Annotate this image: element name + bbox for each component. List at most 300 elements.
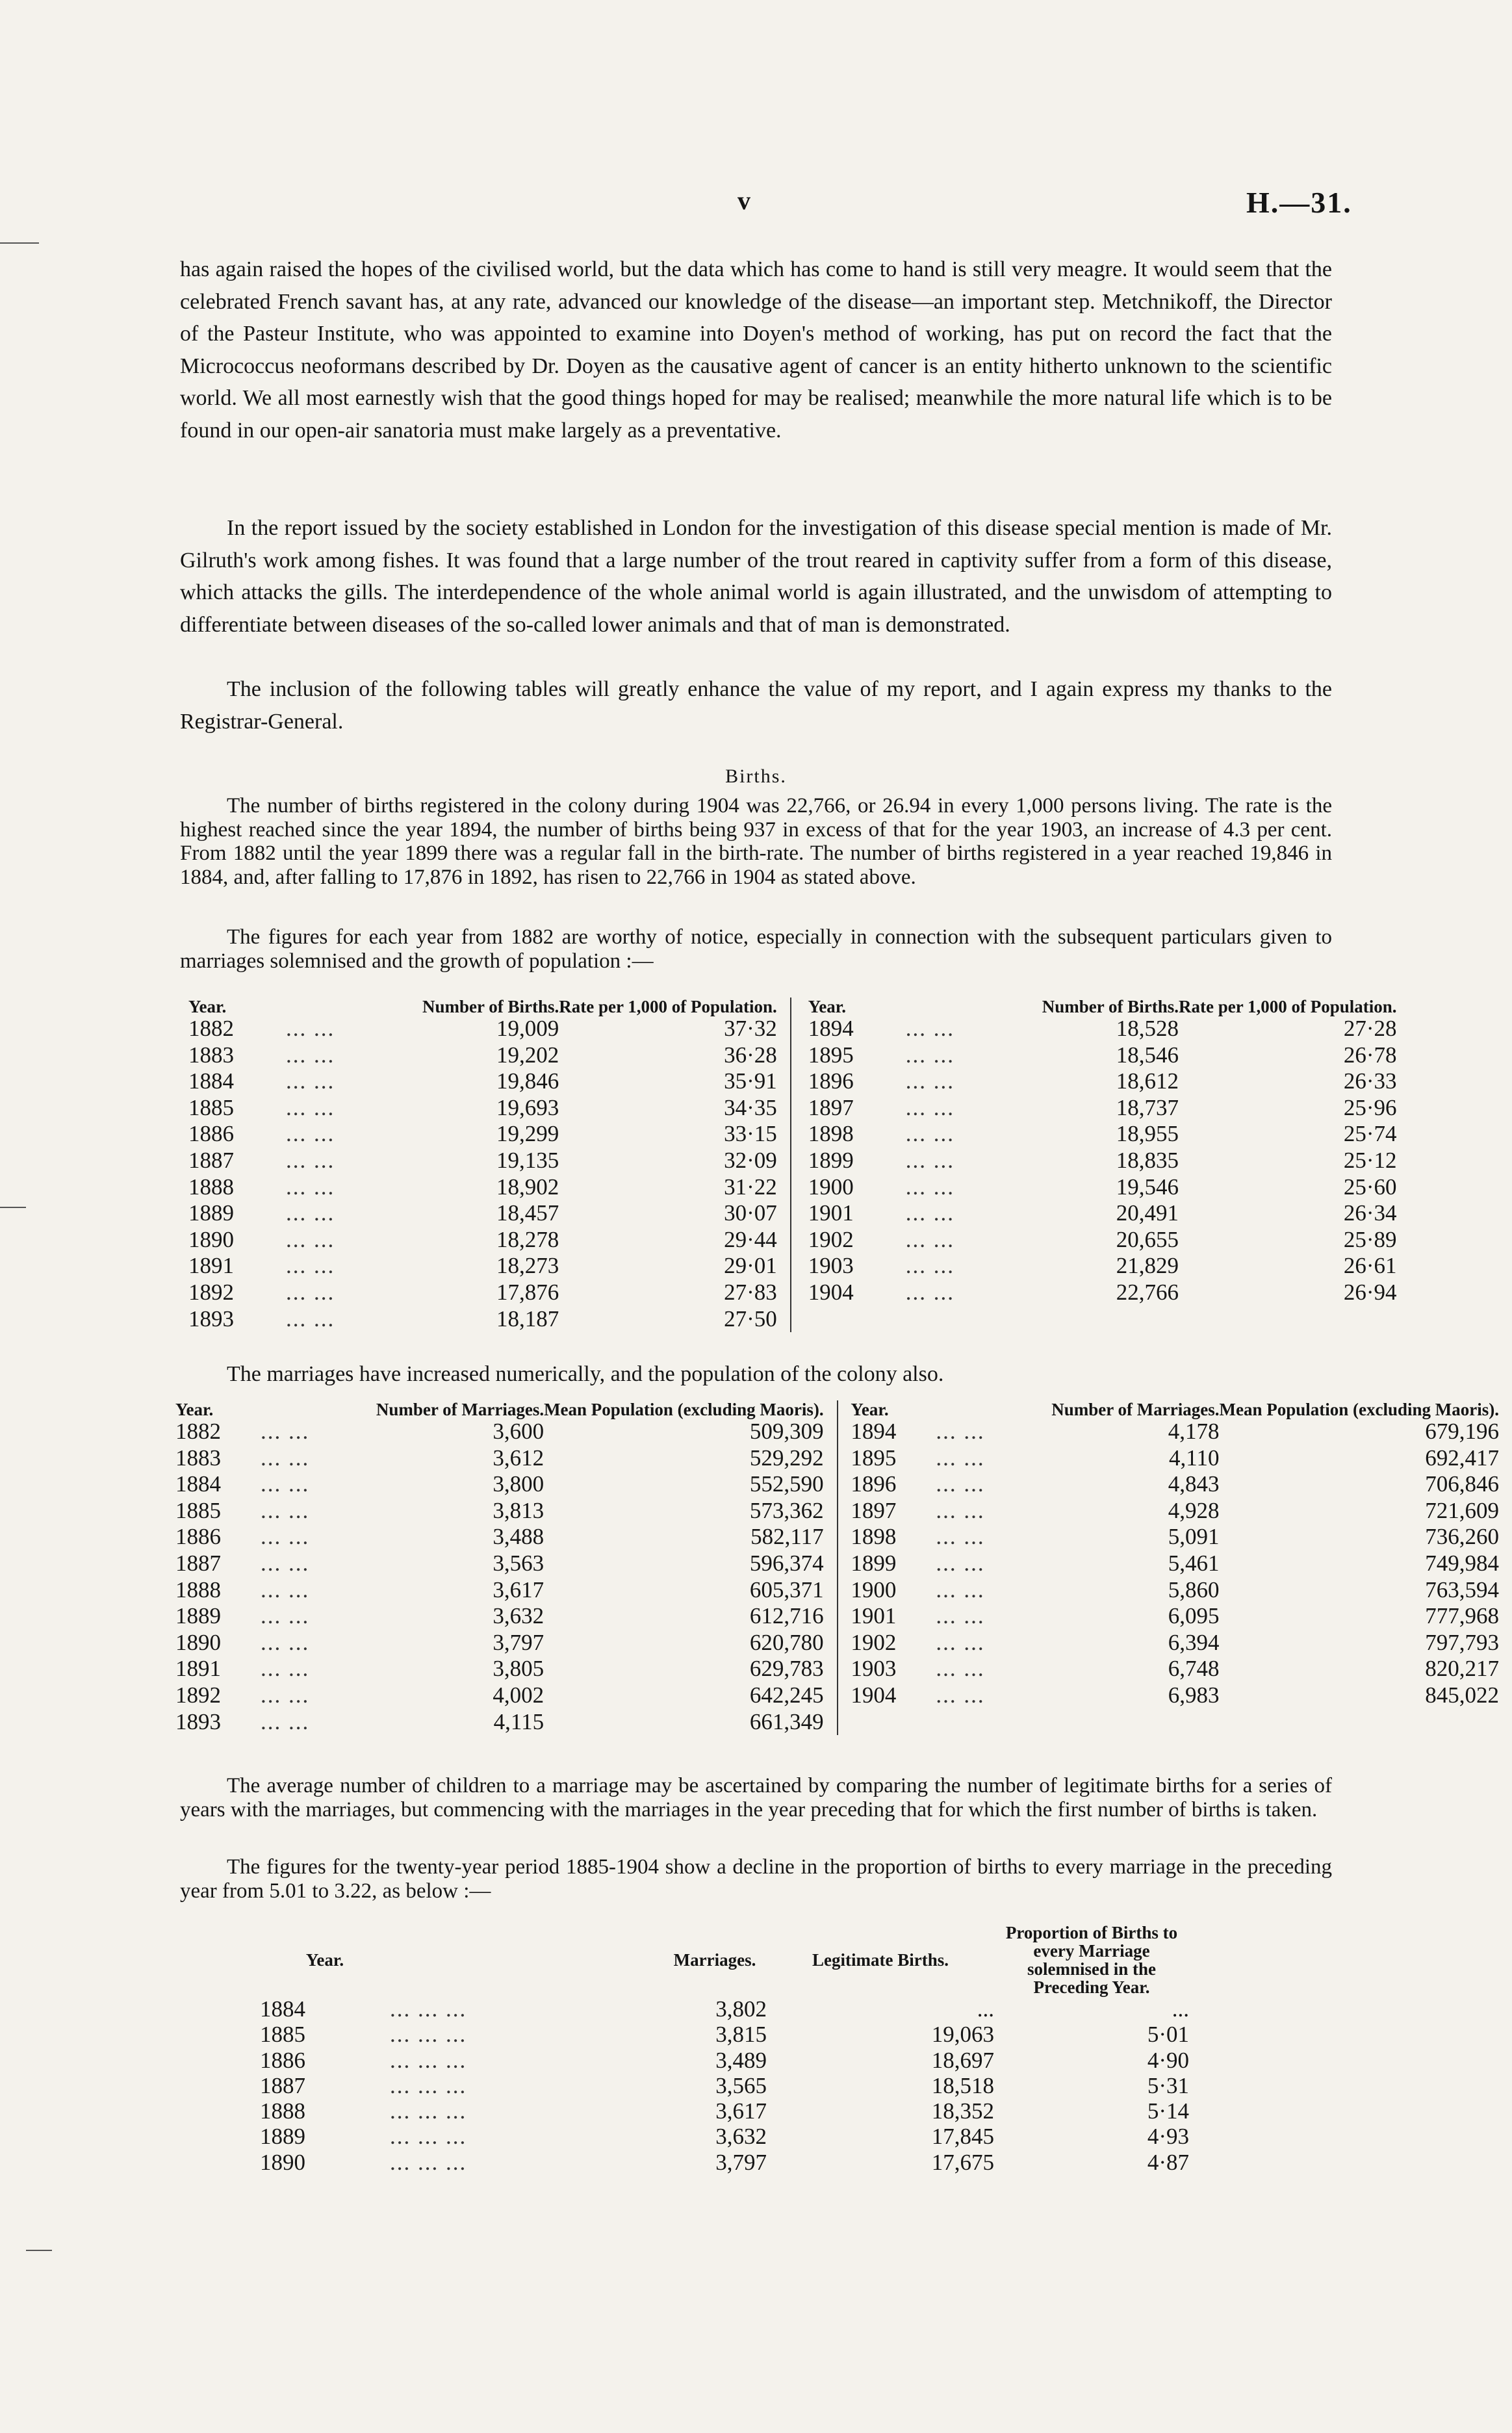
value-cell: 26·61 bbox=[1343, 1253, 1397, 1279]
column-divider bbox=[791, 1016, 808, 1042]
births-cell: 17,675 bbox=[931, 2149, 994, 2175]
value-cell: 509,309 bbox=[749, 1419, 824, 1444]
average-paragraph-1: The average number of children to a marriage may be ascertained by comparing the number of legitimate births for a series of years with the marriages, but commencing with the marriages in the year preceding that for which the first number of births is taken. bbox=[180, 1774, 1332, 1822]
leader-dots: ... ... bbox=[905, 1279, 955, 1305]
header-marriages: Marriages. bbox=[673, 1950, 756, 1970]
leader-dots: ... ... ... bbox=[390, 2047, 467, 2073]
births-cell: 18,697 bbox=[931, 2047, 994, 2073]
year-cell: 1891 bbox=[175, 1656, 221, 1682]
births-cell: 18,352 bbox=[931, 2098, 994, 2124]
births-cell: 19,063 bbox=[931, 2022, 994, 2048]
leader-dots: ... ... bbox=[286, 1253, 335, 1279]
number-cell: 3,612 bbox=[493, 1445, 545, 1471]
header-proportion: Proportion of Births to every Marriage solemnised in the Preceding Year. bbox=[1005, 1923, 1178, 1997]
table-row bbox=[175, 1471, 1512, 1498]
leader-dots: ... ... bbox=[260, 1445, 310, 1471]
number-cell: 4,002 bbox=[493, 1682, 545, 1708]
document-reference: H.—31. bbox=[1246, 186, 1352, 219]
number-cell: 3,600 bbox=[493, 1419, 545, 1444]
leader-dots: ... ... ... bbox=[390, 2072, 467, 2098]
year-cell: 1883 bbox=[175, 1445, 221, 1471]
number-cell: 6,394 bbox=[1168, 1629, 1220, 1655]
value-cell: 845,022 bbox=[1425, 1682, 1499, 1708]
births-table bbox=[188, 998, 1410, 1332]
column-divider bbox=[838, 1524, 851, 1551]
number-cell: 19,693 bbox=[496, 1094, 559, 1120]
table-row bbox=[188, 1200, 1410, 1227]
year-cell: 1886 bbox=[175, 1524, 221, 1550]
number-cell: 18,546 bbox=[1116, 1042, 1179, 1068]
table-row bbox=[188, 1306, 1410, 1333]
number-cell: 18,273 bbox=[496, 1253, 559, 1279]
year-cell: 1892 bbox=[188, 1279, 234, 1305]
year-cell: 1885 bbox=[175, 1497, 221, 1523]
number-cell: 3,563 bbox=[493, 1550, 545, 1576]
year-cell: 1883 bbox=[188, 1042, 234, 1068]
value-cell: 27·83 bbox=[724, 1279, 777, 1305]
table-row bbox=[188, 1042, 1410, 1069]
leader-dots: ... ... bbox=[936, 1445, 985, 1471]
year-cell: 1898 bbox=[808, 1121, 854, 1147]
year-cell: 1901 bbox=[808, 1200, 854, 1226]
year-cell: 1901 bbox=[851, 1603, 897, 1629]
table-row bbox=[188, 1121, 1410, 1148]
column-divider bbox=[791, 1306, 808, 1333]
value-cell: 749,984 bbox=[1425, 1550, 1499, 1576]
leader-dots: ... ... bbox=[936, 1603, 985, 1629]
leader-dots: ... ... bbox=[286, 1068, 335, 1094]
leader-dots: ... ... ... bbox=[390, 2124, 467, 2150]
column-divider bbox=[791, 1200, 808, 1227]
column-divider bbox=[838, 1551, 851, 1577]
table-row bbox=[175, 1603, 1512, 1630]
table-row bbox=[175, 1551, 1512, 1577]
births-table-header bbox=[188, 998, 1410, 1016]
births-paragraph-1: The number of births registered in the colony during 1904 was 22,766, or 26.94 in every 1,000 persons living. The rate is the highest reached since the year 1894, the number of births being 937 in excess of that for the year 1903, an increase of 4.3 per cent. From 1882 until the year 1899 there was a regular fall in the birth-rate. The number of births registered in a year reached 19,846 in 1884, and, after falling to 17,876 in 1892, has risen to 22,766 in 1904 as stated above. bbox=[180, 794, 1332, 889]
column-divider bbox=[838, 1682, 851, 1709]
proportion-cell: 4·90 bbox=[1147, 2047, 1189, 2073]
marriages-cell: 3,489 bbox=[715, 2047, 767, 2073]
year-cell: 1888 bbox=[175, 1577, 221, 1603]
table-row bbox=[188, 1280, 1410, 1306]
leader-dots: ... ... bbox=[260, 1577, 310, 1603]
table-row bbox=[260, 2124, 1189, 2149]
leader-dots: ... ... bbox=[936, 1471, 985, 1497]
header-rate: Rate per 1,000 of Population. bbox=[1179, 997, 1397, 1016]
year-cell: 1890 bbox=[260, 2149, 305, 2175]
leader-dots: ... ... bbox=[905, 1121, 955, 1147]
year-cell: 1887 bbox=[188, 1147, 234, 1173]
value-cell: 34·35 bbox=[724, 1094, 777, 1120]
value-cell: 32·09 bbox=[724, 1147, 777, 1173]
number-cell: 4,843 bbox=[1168, 1471, 1220, 1497]
margin-mark bbox=[0, 1207, 26, 1208]
births-cell: 18,518 bbox=[931, 2072, 994, 2098]
leader-dots: ... ... bbox=[286, 1306, 335, 1332]
value-cell: 36·28 bbox=[724, 1042, 777, 1068]
table-row bbox=[260, 2098, 1189, 2124]
births-heading: Births. bbox=[725, 766, 787, 787]
year-cell: 1900 bbox=[851, 1577, 897, 1603]
year-cell: 1889 bbox=[260, 2124, 305, 2150]
year-cell: 1892 bbox=[175, 1682, 221, 1708]
number-cell: 18,187 bbox=[496, 1306, 559, 1332]
column-divider bbox=[838, 1498, 851, 1525]
intro-paragraph-2: In the report issued by the society established in London for the investigation of this disease special mention is made of Mr. Gilruth's work among fishes. It was found that a large number of the trout reared in captivity suffer from a form of this disease, which attacks the gills. The interdependence of the whole animal world is again illustrated, and the unwisdom of attempting to differentiate between diseases of the so-called lower animals and that of man is demonstrated. bbox=[180, 516, 1332, 637]
proportion-cell: 4·93 bbox=[1147, 2124, 1189, 2150]
leader-dots: ... ... bbox=[936, 1656, 985, 1682]
table-row bbox=[175, 1577, 1512, 1604]
number-cell: 21,829 bbox=[1116, 1253, 1179, 1279]
leader-dots: ... ... ... bbox=[390, 2022, 467, 2048]
number-cell: 4,115 bbox=[493, 1708, 545, 1734]
leader-dots: ... ... bbox=[936, 1497, 985, 1523]
table-row bbox=[175, 1630, 1512, 1656]
average-paragraph-2: The figures for the twenty-year period 1885-1904 show a decline in the proportion of births to every marriage in the preceding year from 5.01 to 3.22, as below :— bbox=[180, 1855, 1332, 1903]
header-year: Year. bbox=[851, 1400, 889, 1419]
leader-dots: ... ... bbox=[905, 1174, 955, 1200]
year-cell: 1882 bbox=[175, 1419, 221, 1444]
leader-dots: ... ... bbox=[260, 1603, 310, 1629]
year-cell: 1902 bbox=[808, 1226, 854, 1252]
proportion-cell: 5·01 bbox=[1147, 2022, 1189, 2048]
number-cell: 19,299 bbox=[496, 1121, 559, 1147]
proportion-cell: 4·87 bbox=[1147, 2149, 1189, 2175]
column-divider bbox=[791, 1095, 808, 1122]
year-cell: 1884 bbox=[260, 1996, 305, 2022]
number-cell: 6,095 bbox=[1168, 1603, 1220, 1629]
value-cell: 679,196 bbox=[1425, 1419, 1499, 1444]
year-cell: 1903 bbox=[808, 1253, 854, 1279]
leader-dots: ... ... bbox=[936, 1550, 985, 1576]
leader-dots: ... ... bbox=[286, 1121, 335, 1147]
value-cell: 27·28 bbox=[1343, 1016, 1397, 1041]
number-cell: 3,800 bbox=[493, 1471, 545, 1497]
column-divider bbox=[791, 1121, 808, 1148]
header-rate: Rate per 1,000 of Population. bbox=[559, 997, 777, 1016]
leader-dots: ... ... bbox=[260, 1629, 310, 1655]
value-cell: 33·15 bbox=[724, 1121, 777, 1147]
table-row bbox=[188, 1227, 1410, 1254]
year-cell: 1896 bbox=[808, 1068, 854, 1094]
leader-dots: ... ... ... bbox=[390, 2149, 467, 2175]
marriages-cell: 3,632 bbox=[715, 2124, 767, 2150]
value-cell: 25·60 bbox=[1343, 1174, 1397, 1200]
year-cell: 1884 bbox=[188, 1068, 234, 1094]
value-cell: 25·96 bbox=[1343, 1094, 1397, 1120]
births-paragraph-2: The figures for each year from 1882 are worthy of notice, especially in connection with the subsequent particulars given to marriages solemnised and the growth of population :— bbox=[180, 925, 1332, 973]
value-cell: 763,594 bbox=[1425, 1577, 1499, 1603]
number-cell: 3,488 bbox=[493, 1524, 545, 1550]
births-cell: ... bbox=[977, 1996, 994, 2022]
year-cell: 1885 bbox=[260, 2022, 305, 2048]
header-number-of-births: Number of Births. bbox=[422, 997, 559, 1016]
header-legitimate-births: Legitimate Births. bbox=[812, 1950, 949, 1970]
year-cell: 1902 bbox=[851, 1629, 897, 1655]
number-cell: 20,491 bbox=[1116, 1200, 1179, 1226]
year-cell: 1895 bbox=[808, 1042, 854, 1068]
column-divider bbox=[791, 1227, 808, 1254]
year-cell: 1887 bbox=[260, 2072, 305, 2098]
number-cell: 19,846 bbox=[496, 1068, 559, 1094]
leader-dots: ... ... bbox=[286, 1016, 335, 1041]
marriages-cell: 3,797 bbox=[715, 2149, 767, 2175]
year-cell: 1886 bbox=[188, 1121, 234, 1147]
value-cell: 26·34 bbox=[1343, 1200, 1397, 1226]
column-divider bbox=[838, 1709, 851, 1736]
value-cell: 573,362 bbox=[749, 1497, 824, 1523]
number-cell: 18,835 bbox=[1116, 1147, 1179, 1173]
year-cell: 1897 bbox=[851, 1497, 897, 1523]
column-divider bbox=[838, 1577, 851, 1604]
column-divider bbox=[791, 1280, 808, 1306]
leader-dots: ... ... bbox=[260, 1682, 310, 1708]
table-row bbox=[260, 2022, 1189, 2047]
leader-dots: ... ... ... bbox=[390, 2098, 467, 2124]
table-row bbox=[188, 1068, 1410, 1095]
header-year: Year. bbox=[305, 1950, 344, 1970]
header-mean-population: Mean Population (excluding Maoris). bbox=[1219, 1400, 1499, 1419]
number-cell: 4,110 bbox=[1169, 1445, 1220, 1471]
intro-paragraph-1: has again raised the hopes of the civilised world, but the data which has come to hand is still very meagre. It would seem that the celebrated French savant has, at any rate, advanced our knowledge of the disease—an important step. Metchnikoff, the Director of the Pasteur Institute, who was appointed to examine into Doyen's method of working, has put on record the fact that the Micrococcus neoformans described by Dr. Doyen as the causative agent of cancer is an entity hitherto unknown to the scientific world. We all most earnestly wish that the good things hoped for may be realised; meanwhile the more natural life which is to be found in our open-air sanatoria must make largely as a preventative. bbox=[180, 257, 1332, 443]
year-cell: 1899 bbox=[851, 1550, 897, 1576]
proportion-table-header bbox=[260, 1924, 1189, 1996]
leader-dots: ... ... bbox=[936, 1524, 985, 1550]
leader-dots: ... ... bbox=[905, 1200, 955, 1226]
proportion-cell: 5·31 bbox=[1147, 2072, 1189, 2098]
table-row bbox=[260, 2048, 1189, 2073]
margin-mark bbox=[0, 242, 39, 244]
leader-dots: ... ... bbox=[260, 1471, 310, 1497]
intro-paragraph-3: The inclusion of the following tables will greatly enhance the value of my report, and I again express my thanks to the Registrar-General. bbox=[180, 677, 1332, 734]
number-cell: 6,983 bbox=[1168, 1682, 1220, 1708]
value-cell: 26·94 bbox=[1343, 1279, 1397, 1305]
proportion-cell: 5·14 bbox=[1147, 2098, 1189, 2124]
year-cell: 1897 bbox=[808, 1094, 854, 1120]
number-cell: 3,813 bbox=[493, 1497, 545, 1523]
table-row bbox=[188, 1095, 1410, 1122]
leader-dots: ... ... bbox=[936, 1682, 985, 1708]
year-cell: 1887 bbox=[175, 1550, 221, 1576]
number-cell: 5,860 bbox=[1168, 1577, 1220, 1603]
births-cell: 17,845 bbox=[931, 2124, 994, 2150]
page-number: v bbox=[737, 186, 750, 215]
column-divider bbox=[838, 1471, 851, 1498]
leader-dots: ... ... bbox=[286, 1279, 335, 1305]
number-cell: 3,797 bbox=[493, 1629, 545, 1655]
year-cell: 1882 bbox=[188, 1016, 234, 1041]
number-cell: 19,009 bbox=[496, 1016, 559, 1041]
header-mean-population: Mean Population (excluding Maoris). bbox=[544, 1400, 824, 1419]
leader-dots: ... ... bbox=[936, 1419, 985, 1444]
leader-dots: ... ... bbox=[905, 1226, 955, 1252]
year-cell: 1888 bbox=[188, 1174, 234, 1200]
marriages-intro: The marriages have increased numerically, and the population of the colony also. bbox=[227, 1362, 944, 1386]
value-cell: 661,349 bbox=[749, 1708, 824, 1734]
number-cell: 20,655 bbox=[1116, 1226, 1179, 1252]
number-cell: 5,461 bbox=[1168, 1550, 1220, 1576]
value-cell: 721,609 bbox=[1425, 1497, 1499, 1523]
table-row bbox=[260, 2073, 1189, 2098]
number-cell: 19,202 bbox=[496, 1042, 559, 1068]
value-cell: 596,374 bbox=[749, 1550, 824, 1576]
proportion-cell: ... bbox=[1172, 1996, 1189, 2022]
value-cell: 35·91 bbox=[724, 1068, 777, 1094]
year-cell: 1895 bbox=[851, 1445, 897, 1471]
number-cell: 18,902 bbox=[496, 1174, 559, 1200]
table-row bbox=[188, 1253, 1410, 1280]
leader-dots: ... ... bbox=[286, 1042, 335, 1068]
value-cell: 777,968 bbox=[1425, 1603, 1499, 1629]
leader-dots: ... ... bbox=[936, 1629, 985, 1655]
number-cell: 3,805 bbox=[493, 1656, 545, 1682]
number-cell: 5,091 bbox=[1168, 1524, 1220, 1550]
column-divider bbox=[838, 1603, 851, 1630]
year-cell: 1896 bbox=[851, 1471, 897, 1497]
value-cell: 26·78 bbox=[1343, 1042, 1397, 1068]
value-cell: 529,292 bbox=[749, 1445, 824, 1471]
table-row bbox=[175, 1498, 1512, 1525]
leader-dots: ... ... bbox=[260, 1550, 310, 1576]
number-cell: 18,278 bbox=[496, 1226, 559, 1252]
leader-dots: ... ... bbox=[260, 1708, 310, 1734]
header-number-of-births: Number of Births. bbox=[1042, 997, 1179, 1016]
value-cell: 612,716 bbox=[749, 1603, 824, 1629]
value-cell: 582,117 bbox=[750, 1524, 824, 1550]
number-cell: 3,617 bbox=[493, 1577, 545, 1603]
year-cell: 1903 bbox=[851, 1656, 897, 1682]
year-cell: 1898 bbox=[851, 1524, 897, 1550]
leader-dots: ... ... bbox=[905, 1253, 955, 1279]
margin-mark bbox=[26, 2250, 52, 2251]
number-cell: 4,928 bbox=[1168, 1497, 1220, 1523]
value-cell: 706,846 bbox=[1425, 1471, 1499, 1497]
number-cell: 18,737 bbox=[1116, 1094, 1179, 1120]
value-cell: 25·12 bbox=[1343, 1147, 1397, 1173]
leader-dots: ... ... bbox=[905, 1068, 955, 1094]
marriages-table bbox=[175, 1400, 1512, 1735]
header-year: Year. bbox=[808, 997, 847, 1016]
value-cell: 820,217 bbox=[1425, 1656, 1499, 1682]
leader-dots: ... ... bbox=[286, 1226, 335, 1252]
leader-dots: ... ... bbox=[260, 1656, 310, 1682]
number-cell: 18,612 bbox=[1116, 1068, 1179, 1094]
value-cell: 552,590 bbox=[749, 1471, 824, 1497]
column-divider bbox=[791, 1174, 808, 1201]
column-divider bbox=[791, 1068, 808, 1095]
table-row bbox=[188, 1148, 1410, 1174]
year-cell: 1900 bbox=[808, 1174, 854, 1200]
number-cell: 17,876 bbox=[496, 1279, 559, 1305]
table-row bbox=[175, 1445, 1512, 1472]
table-row bbox=[175, 1709, 1512, 1736]
number-cell: 4,178 bbox=[1168, 1419, 1220, 1444]
leader-dots: ... ... ... bbox=[390, 1996, 467, 2022]
table-row bbox=[175, 1524, 1512, 1551]
value-cell: 736,260 bbox=[1425, 1524, 1499, 1550]
value-cell: 25·89 bbox=[1343, 1226, 1397, 1252]
table-row bbox=[175, 1419, 1512, 1445]
year-cell: 1884 bbox=[175, 1471, 221, 1497]
year-cell: 1888 bbox=[260, 2098, 305, 2124]
number-cell: 18,955 bbox=[1116, 1121, 1179, 1147]
year-cell: 1890 bbox=[188, 1226, 234, 1252]
year-cell: 1890 bbox=[175, 1629, 221, 1655]
column-divider bbox=[791, 1148, 808, 1174]
number-cell: 18,457 bbox=[496, 1200, 559, 1226]
value-cell: 642,245 bbox=[749, 1682, 824, 1708]
year-cell: 1885 bbox=[188, 1094, 234, 1120]
year-cell: 1894 bbox=[808, 1016, 854, 1041]
value-cell: 37·32 bbox=[724, 1016, 777, 1041]
column-divider bbox=[791, 1042, 808, 1069]
year-cell: 1891 bbox=[188, 1253, 234, 1279]
marriages-cell: 3,802 bbox=[715, 1996, 767, 2022]
table-row bbox=[188, 1016, 1410, 1042]
leader-dots: ... ... bbox=[905, 1147, 955, 1173]
value-cell: 29·44 bbox=[724, 1226, 777, 1252]
leader-dots: ... ... bbox=[286, 1174, 335, 1200]
leader-dots: ... ... bbox=[286, 1094, 335, 1120]
number-cell: 3,632 bbox=[493, 1603, 545, 1629]
table-row bbox=[188, 1174, 1410, 1201]
marriages-cell: 3,815 bbox=[715, 2022, 767, 2048]
proportion-table bbox=[260, 1924, 1189, 2175]
leader-dots: ... ... bbox=[905, 1094, 955, 1120]
value-cell: 30·07 bbox=[724, 1200, 777, 1226]
column-divider bbox=[838, 1656, 851, 1682]
value-cell: 629,783 bbox=[749, 1656, 824, 1682]
value-cell: 25·74 bbox=[1343, 1121, 1397, 1147]
year-cell: 1899 bbox=[808, 1147, 854, 1173]
year-cell: 1904 bbox=[808, 1279, 854, 1305]
number-cell: 19,546 bbox=[1116, 1174, 1179, 1200]
leader-dots: ... ... bbox=[286, 1147, 335, 1173]
column-divider bbox=[838, 1630, 851, 1656]
leader-dots: ... ... bbox=[260, 1524, 310, 1550]
table-row bbox=[260, 1996, 1189, 2022]
leader-dots: ... ... bbox=[260, 1419, 310, 1444]
header-year: Year. bbox=[175, 1400, 214, 1419]
header-number-of-marriages: Number of Marriages. bbox=[1051, 1400, 1220, 1419]
year-cell: 1904 bbox=[851, 1682, 897, 1708]
column-divider bbox=[791, 1253, 808, 1280]
number-cell: 18,528 bbox=[1116, 1016, 1179, 1041]
value-cell: 620,780 bbox=[749, 1629, 824, 1655]
marriages-cell: 3,617 bbox=[715, 2098, 767, 2124]
leader-dots: ... ... bbox=[260, 1497, 310, 1523]
number-cell: 19,135 bbox=[496, 1147, 559, 1173]
value-cell: 692,417 bbox=[1425, 1445, 1499, 1471]
table-row bbox=[260, 2150, 1189, 2175]
column-divider bbox=[838, 1445, 851, 1472]
leader-dots: ... ... bbox=[286, 1200, 335, 1226]
year-cell: 1889 bbox=[175, 1603, 221, 1629]
value-cell: 26·33 bbox=[1343, 1068, 1397, 1094]
year-cell: 1893 bbox=[175, 1708, 221, 1734]
marriages-table-header bbox=[175, 1400, 1512, 1419]
value-cell: 27·50 bbox=[724, 1306, 777, 1332]
marriages-cell: 3,565 bbox=[715, 2072, 767, 2098]
number-cell: 22,766 bbox=[1116, 1279, 1179, 1305]
header-number-of-marriages: Number of Marriages. bbox=[376, 1400, 545, 1419]
header-year: Year. bbox=[188, 997, 227, 1016]
table-row bbox=[175, 1682, 1512, 1709]
leader-dots: ... ... bbox=[905, 1016, 955, 1041]
table-row bbox=[175, 1656, 1512, 1682]
year-cell: 1886 bbox=[260, 2047, 305, 2073]
value-cell: 31·22 bbox=[724, 1174, 777, 1200]
